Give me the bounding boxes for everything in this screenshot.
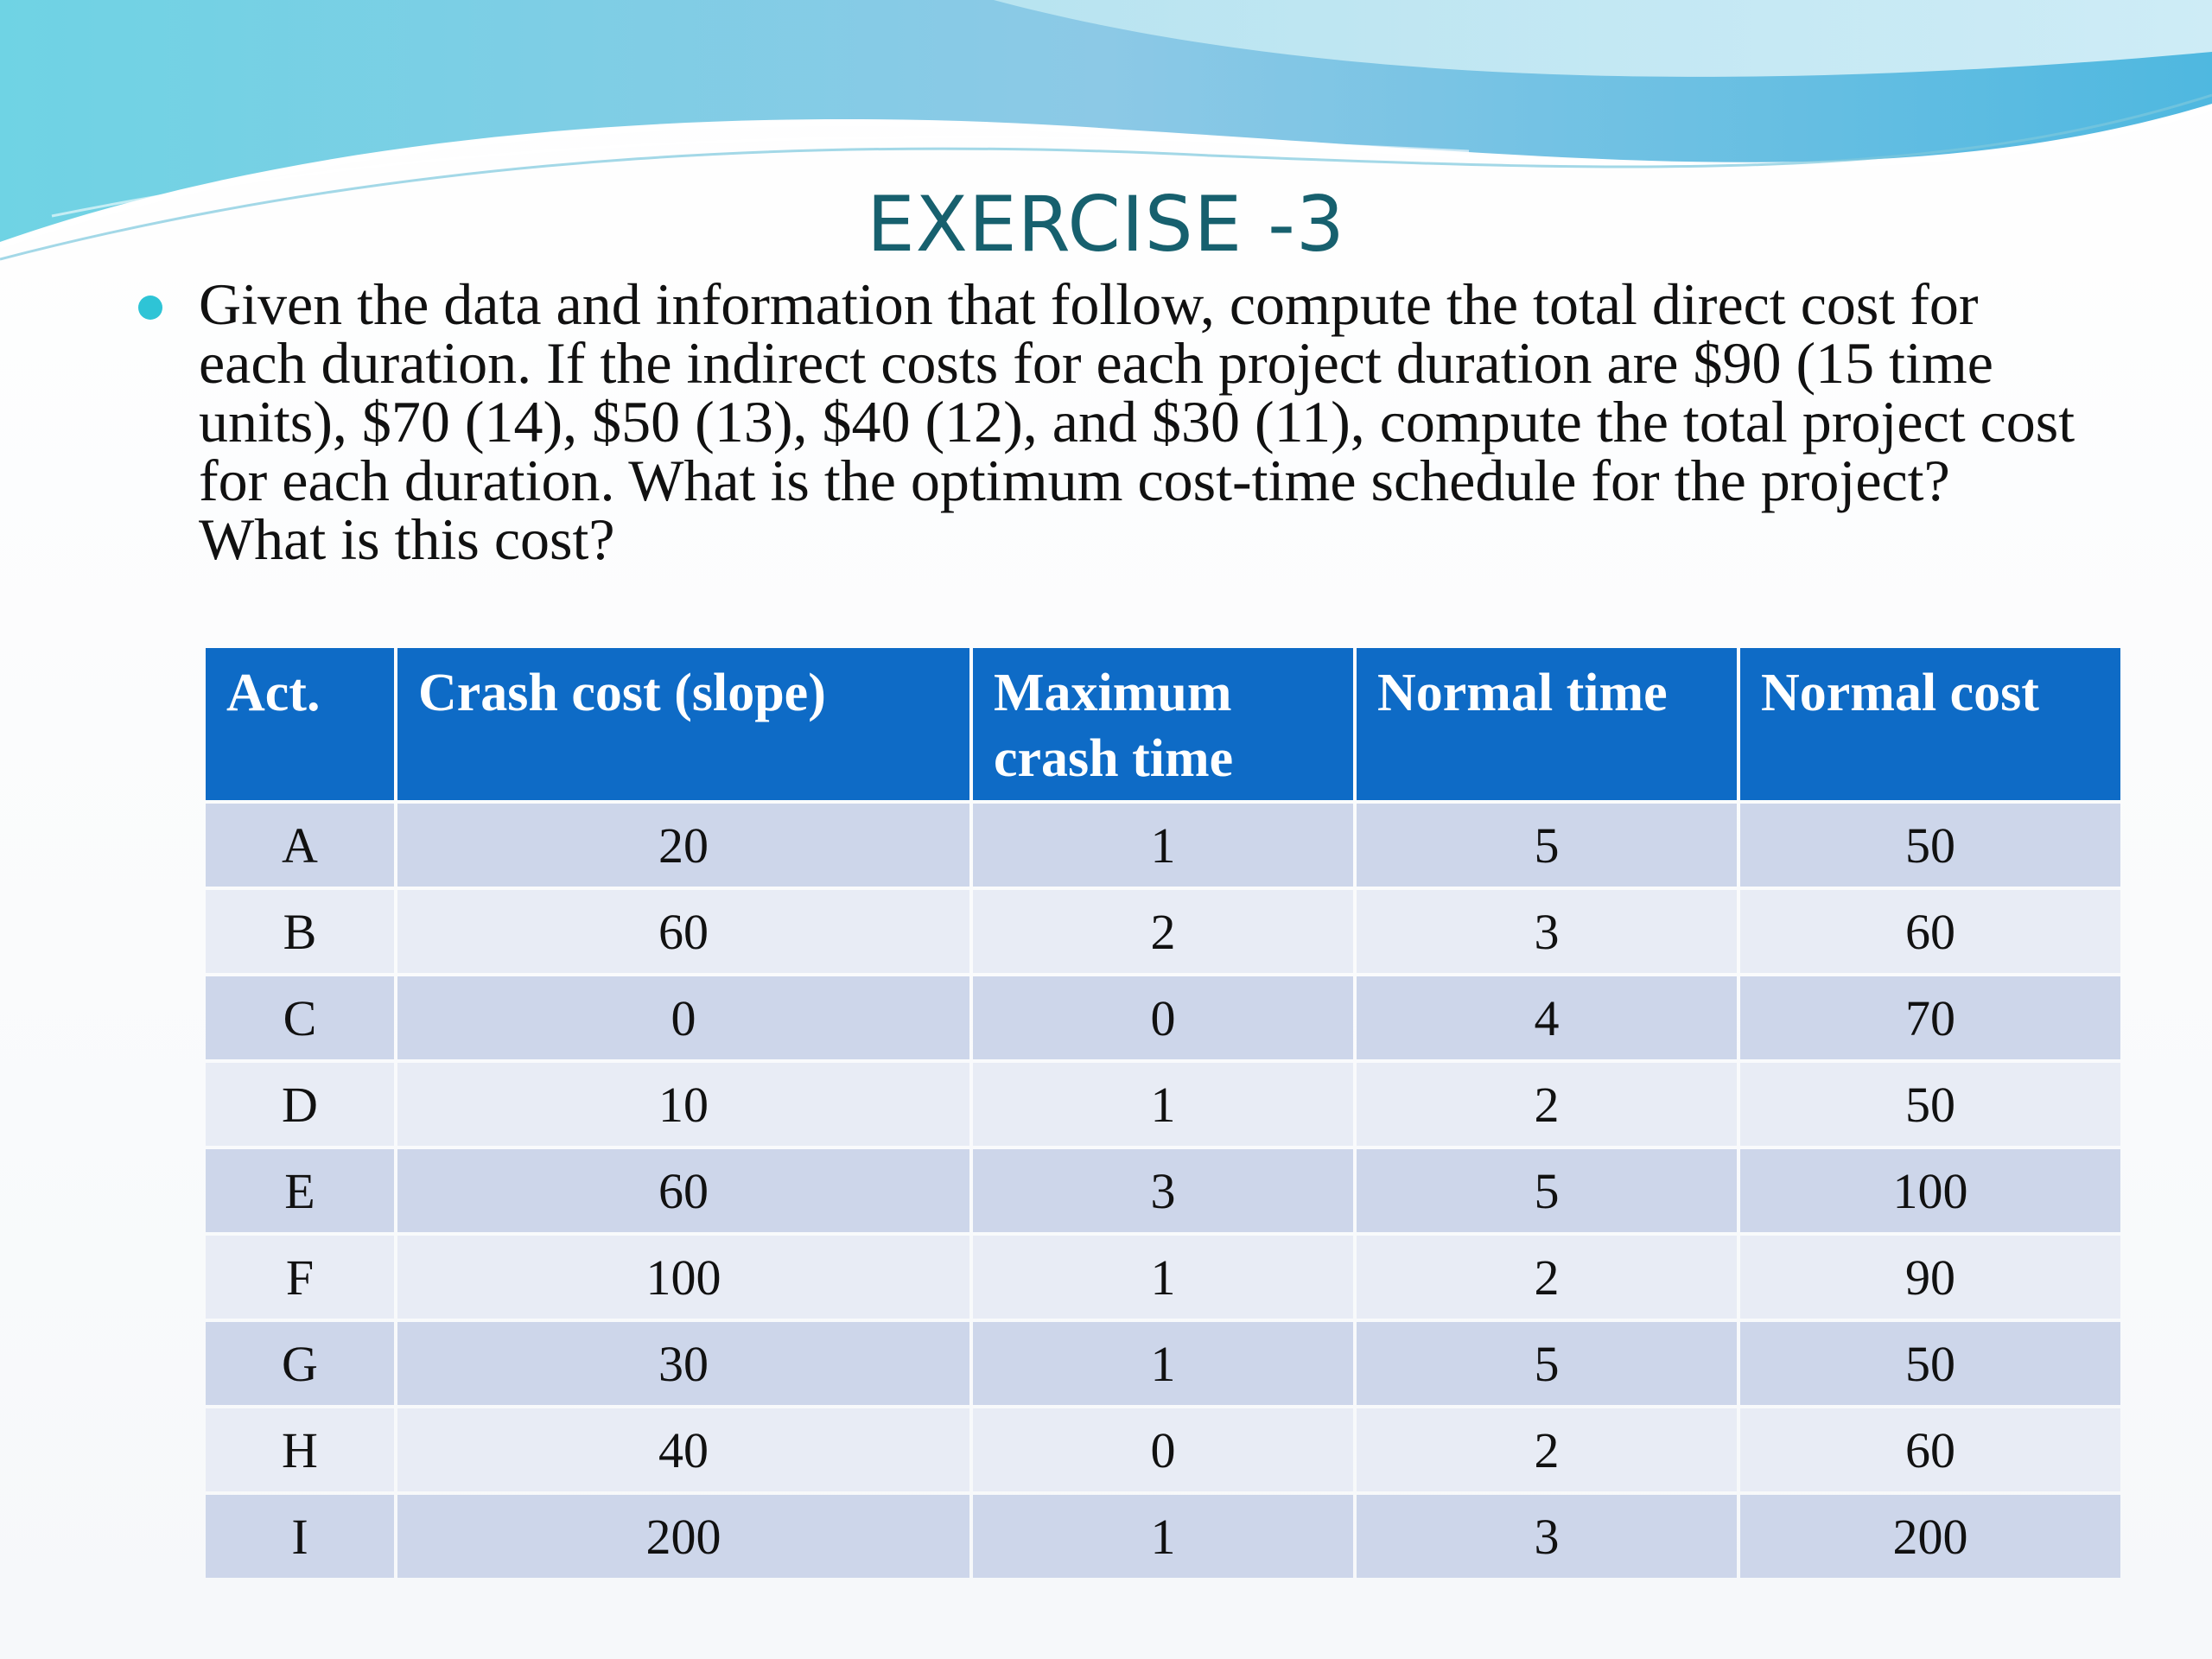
cell-normal-cost: 60 [1740,890,2120,973]
cell-crash-cost: 40 [397,1408,969,1491]
cell-max-crash-time: 1 [973,804,1353,887]
cell-max-crash-time: 1 [973,1495,1353,1578]
table-row [206,890,2120,973]
cell-activity: G [206,1322,394,1405]
cell-normal-time: 5 [1357,1149,1737,1232]
cell-normal-time: 4 [1357,976,1737,1059]
cell-activity: D [206,1063,394,1146]
cell-crash-cost: 60 [397,890,969,973]
table-row [206,804,2120,887]
cell-activity: E [206,1149,394,1232]
cell-max-crash-time: 3 [973,1149,1353,1232]
header-max-crash-time: Maximum crash time [973,648,1353,800]
cell-normal-cost: 60 [1740,1408,2120,1491]
cell-crash-cost: 200 [397,1495,969,1578]
cell-normal-cost: 50 [1740,1322,2120,1405]
cell-normal-time: 3 [1357,1495,1737,1578]
cell-crash-cost: 10 [397,1063,969,1146]
cell-normal-cost: 200 [1740,1495,2120,1578]
cell-crash-cost: 100 [397,1236,969,1319]
cell-max-crash-time: 1 [973,1322,1353,1405]
activity-table-container [202,645,2120,1581]
slide-title: EXERCISE -3 [867,180,1345,269]
bullet-item [121,271,2091,572]
cell-normal-time: 2 [1357,1236,1737,1319]
cell-normal-cost: 70 [1740,976,2120,1059]
cell-activity: I [206,1495,394,1578]
bullet-text: Given the data and information that follow, compute the total direct cost for each duration. If the indirect costs for each project duration are $90 (15 time units), $70 (14), $50 (13), $40 (12), and $30 (11), compute the total project cost for each duration. What is the optimum cost-time schedule for the project? What is this cost? [199,271,2075,572]
table-row [206,1322,2120,1405]
bullet-dot-icon [138,296,162,320]
cell-crash-cost: 60 [397,1149,969,1232]
header-act: Act. [206,648,394,800]
cell-crash-cost: 30 [397,1322,969,1405]
cell-normal-cost: 50 [1740,1063,2120,1146]
cell-normal-time: 2 [1357,1063,1737,1146]
header-normal-cost: Normal cost [1740,648,2120,800]
header-crash-cost: Crash cost (slope) [397,648,969,800]
cell-activity: H [206,1408,394,1491]
table-header-row [206,648,2120,800]
header-normal-time: Normal time [1357,648,1737,800]
table-row [206,1408,2120,1491]
cell-normal-time: 3 [1357,890,1737,973]
cell-normal-time: 2 [1357,1408,1737,1491]
cell-activity: B [206,890,394,973]
table-row [206,1495,2120,1578]
cell-max-crash-time: 0 [973,976,1353,1059]
cell-max-crash-time: 2 [973,890,1353,973]
cell-max-crash-time: 0 [973,1408,1353,1491]
cell-max-crash-time: 1 [973,1236,1353,1319]
activity-table [202,645,2124,1581]
table-row [206,1236,2120,1319]
cell-normal-time: 5 [1357,1322,1737,1405]
cell-activity: A [206,804,394,887]
cell-activity: F [206,1236,394,1319]
table-row [206,1063,2120,1146]
cell-crash-cost: 0 [397,976,969,1059]
cell-normal-cost: 90 [1740,1236,2120,1319]
cell-normal-cost: 50 [1740,804,2120,887]
table-row [206,976,2120,1059]
table-row [206,1149,2120,1232]
cell-max-crash-time: 1 [973,1063,1353,1146]
cell-normal-time: 5 [1357,804,1737,887]
cell-activity: C [206,976,394,1059]
cell-normal-cost: 100 [1740,1149,2120,1232]
cell-crash-cost: 20 [397,804,969,887]
